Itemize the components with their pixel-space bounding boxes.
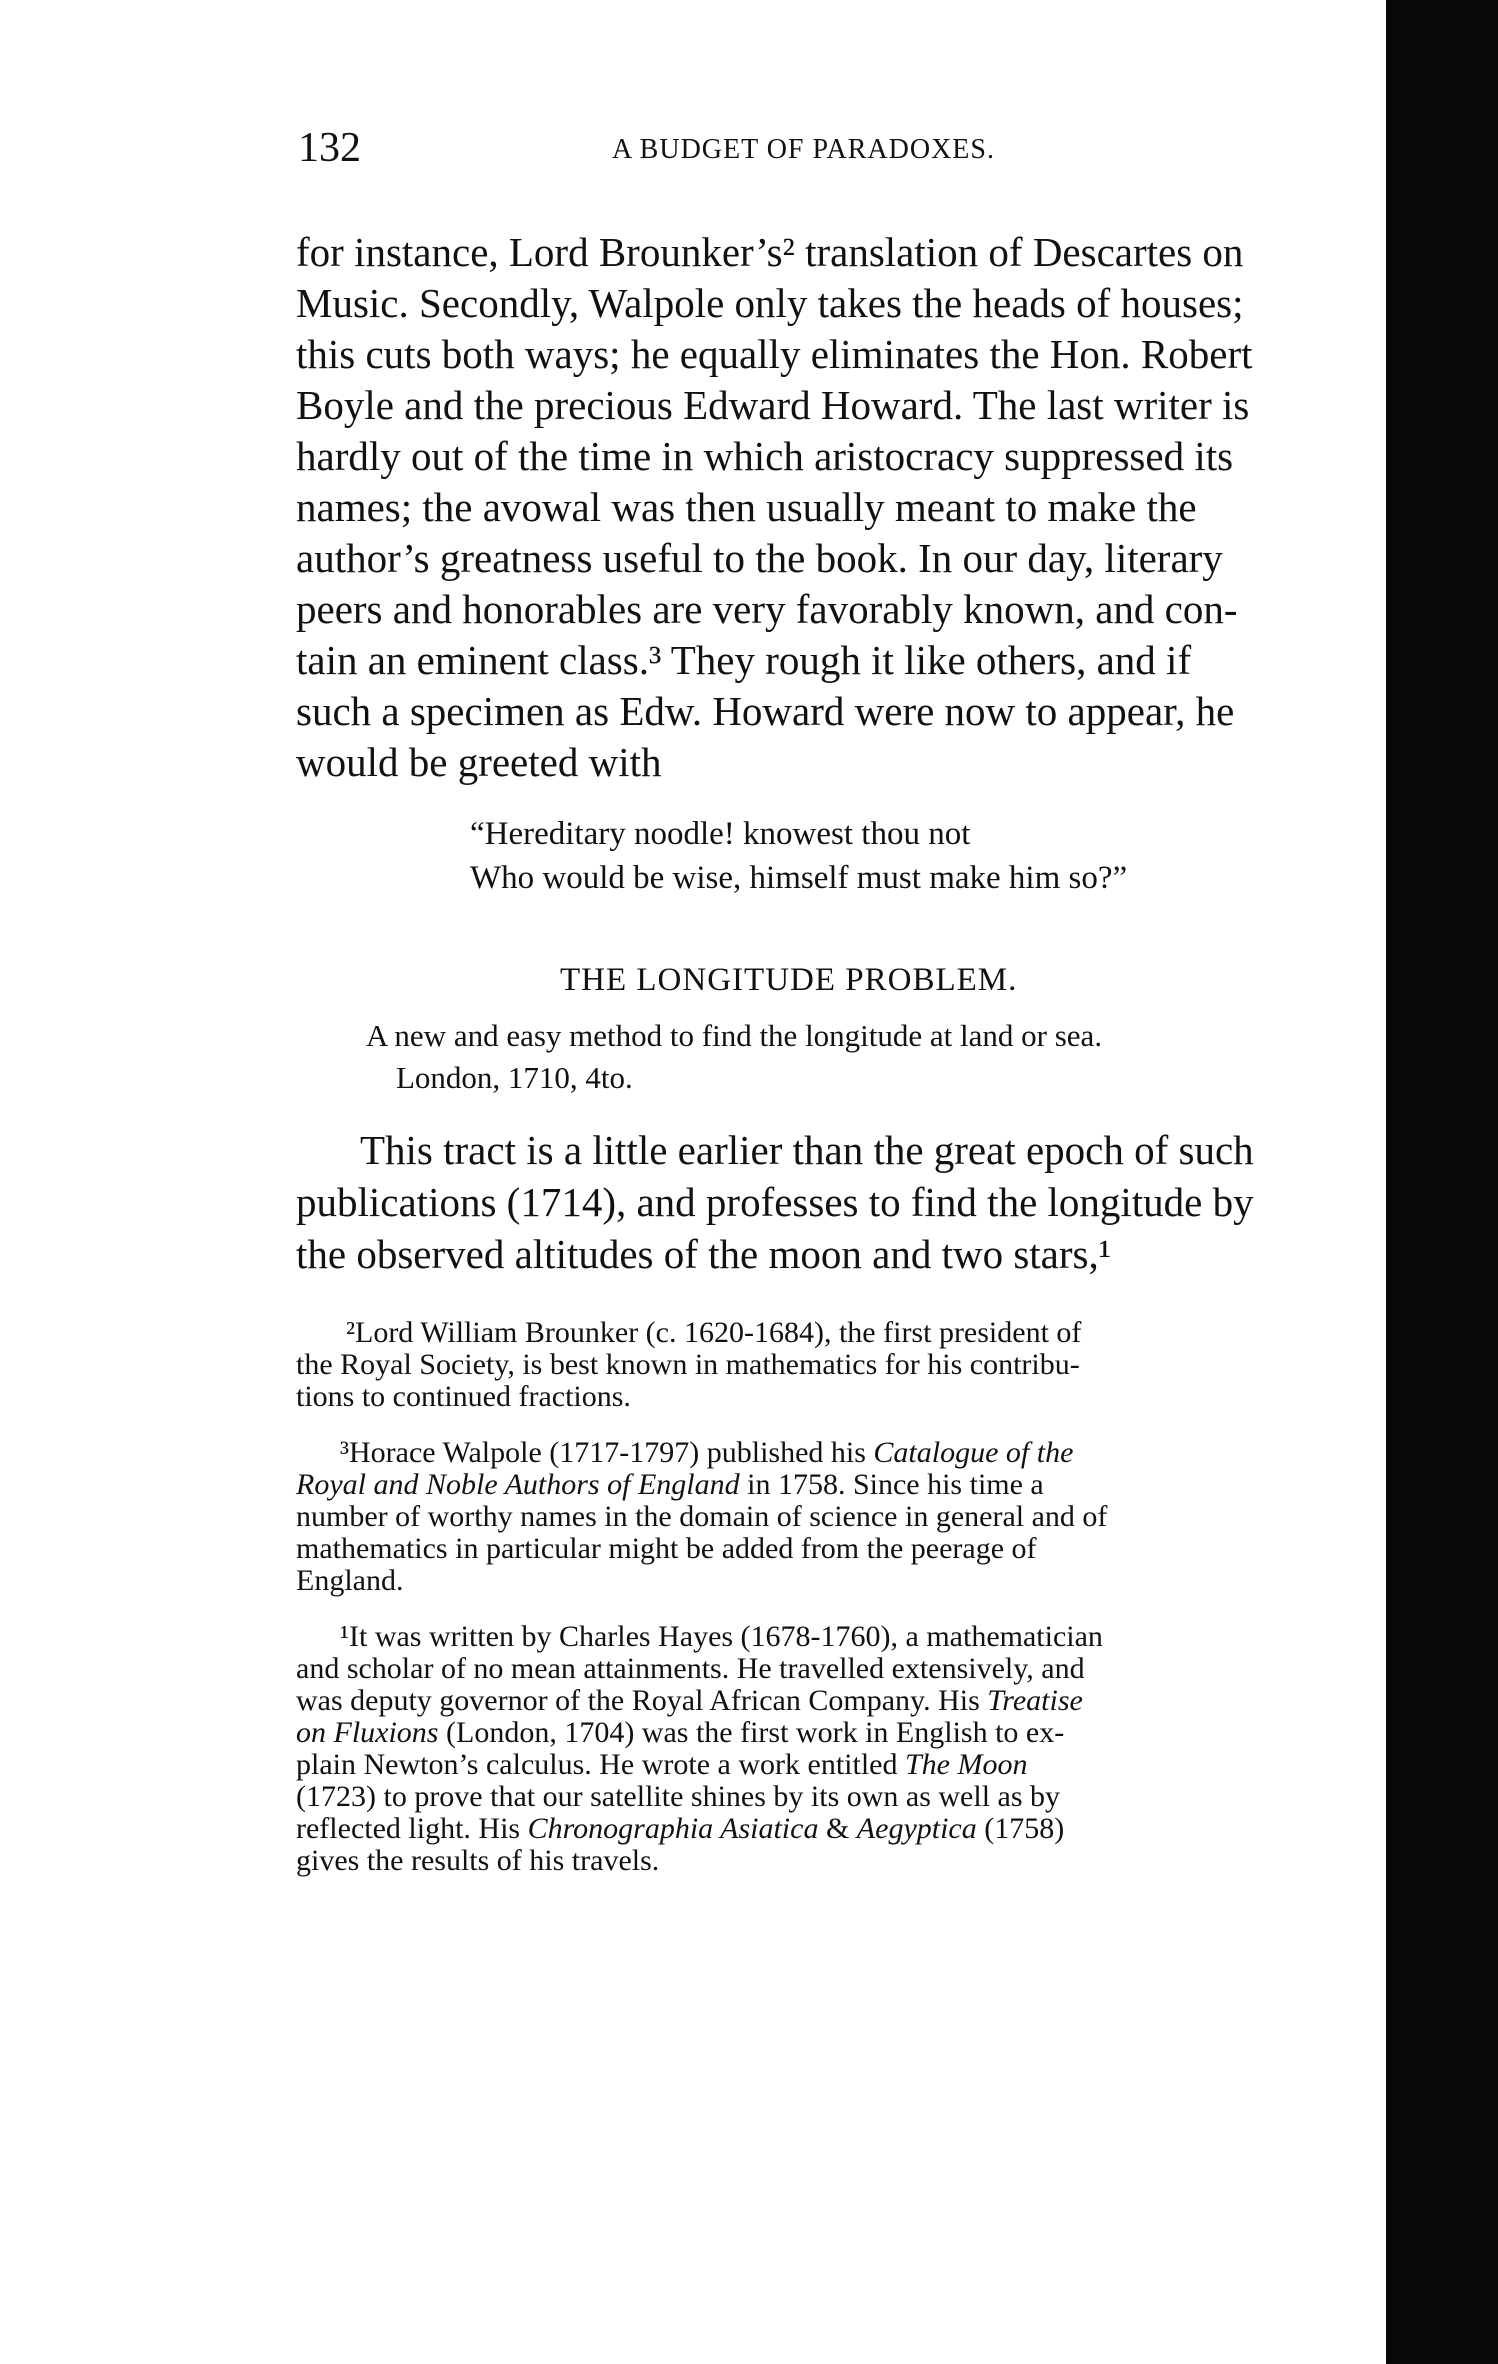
- page-edge-shadow: [1386, 0, 1498, 2364]
- section-paragraph-line: This tract is a little earlier than the great epoch of such: [360, 1127, 1254, 1173]
- footnote-line: and scholar of no mean attainments. He travelled extensively, and: [296, 1652, 1085, 1685]
- body-line: Boyle and the precious Edward Howard. The last writer is: [296, 382, 1250, 428]
- quote-line: “Hereditary noodle! knowest thou not: [470, 816, 971, 852]
- footnote-line: the Royal Society, is best known in mathematics for his contribu-: [296, 1348, 1080, 1381]
- bibliographic-entry-imprint: London, 1710, 4to.: [396, 1060, 633, 1095]
- footnote-line: gives the results of his travels.: [296, 1844, 660, 1877]
- body-line: peers and honorables are very favorably known, and con-: [296, 586, 1238, 632]
- section-heading: THE LONGITUDE PROBLEM.: [560, 962, 1018, 998]
- running-title: A BUDGET OF PARADOXES.: [612, 134, 995, 165]
- bibliographic-entry: A new and easy method to find the longitude at land or sea.: [366, 1018, 1103, 1053]
- footnote-line: on Fluxions (London, 1704) was the first work in English to ex-: [296, 1716, 1065, 1749]
- body-line: names; the avowal was then usually meant to make the: [296, 484, 1197, 530]
- body-line: for instance, Lord Brounker’s² translation of Descartes on: [296, 229, 1244, 275]
- footnote-line: Royal and Noble Authors of England in 1758. Since his time a: [296, 1468, 1044, 1501]
- footnote-line: ²Lord William Brounker (c. 1620-1684), the first president of: [346, 1316, 1082, 1349]
- footnote-line: plain Newton’s calculus. He wrote a work entitled The Moon: [296, 1748, 1028, 1781]
- footnote-line: ³Horace Walpole (1717-1797) published his Catalogue of the: [340, 1436, 1074, 1469]
- footnote-line: reflected light. His Chronographia Asiatica & Aegyptica (1758): [296, 1812, 1065, 1845]
- body-line: hardly out of the time in which aristocracy suppressed its: [296, 433, 1234, 479]
- footnote-line: mathematics in particular might be added from the peerage of: [296, 1532, 1037, 1565]
- body-line: Music. Secondly, Walpole only takes the heads of houses;: [296, 280, 1244, 326]
- section-paragraph-line: publications (1714), and professes to find the longitude by: [296, 1179, 1254, 1225]
- body-line: tain an eminent class.³ They rough it like others, and if: [296, 637, 1192, 683]
- body-line: would be greeted with: [296, 739, 662, 785]
- footnote-line: tions to continued fractions.: [296, 1380, 631, 1413]
- footnote-line: ¹It was written by Charles Hayes (1678-1760), a mathematician: [340, 1620, 1103, 1653]
- footnote-line: England.: [296, 1564, 404, 1597]
- page-number: 132: [298, 125, 361, 171]
- body-line: this cuts both ways; he equally eliminates the Hon. Robert: [296, 331, 1253, 377]
- footnote-line: number of worthy names in the domain of science in general and of: [296, 1500, 1108, 1533]
- section-paragraph-line: the observed altitudes of the moon and two stars,¹: [296, 1231, 1112, 1277]
- footnote-line: was deputy governor of the Royal African Company. His Treatise: [296, 1684, 1083, 1717]
- body-line: author’s greatness useful to the book. In our day, literary: [296, 535, 1223, 581]
- body-line: such a specimen as Edw. Howard were now to appear, he: [296, 688, 1235, 734]
- footnote-line: (1723) to prove that our satellite shines by its own as well as by: [296, 1780, 1061, 1813]
- quote-line: Who would be wise, himself must make him so?”: [470, 860, 1128, 896]
